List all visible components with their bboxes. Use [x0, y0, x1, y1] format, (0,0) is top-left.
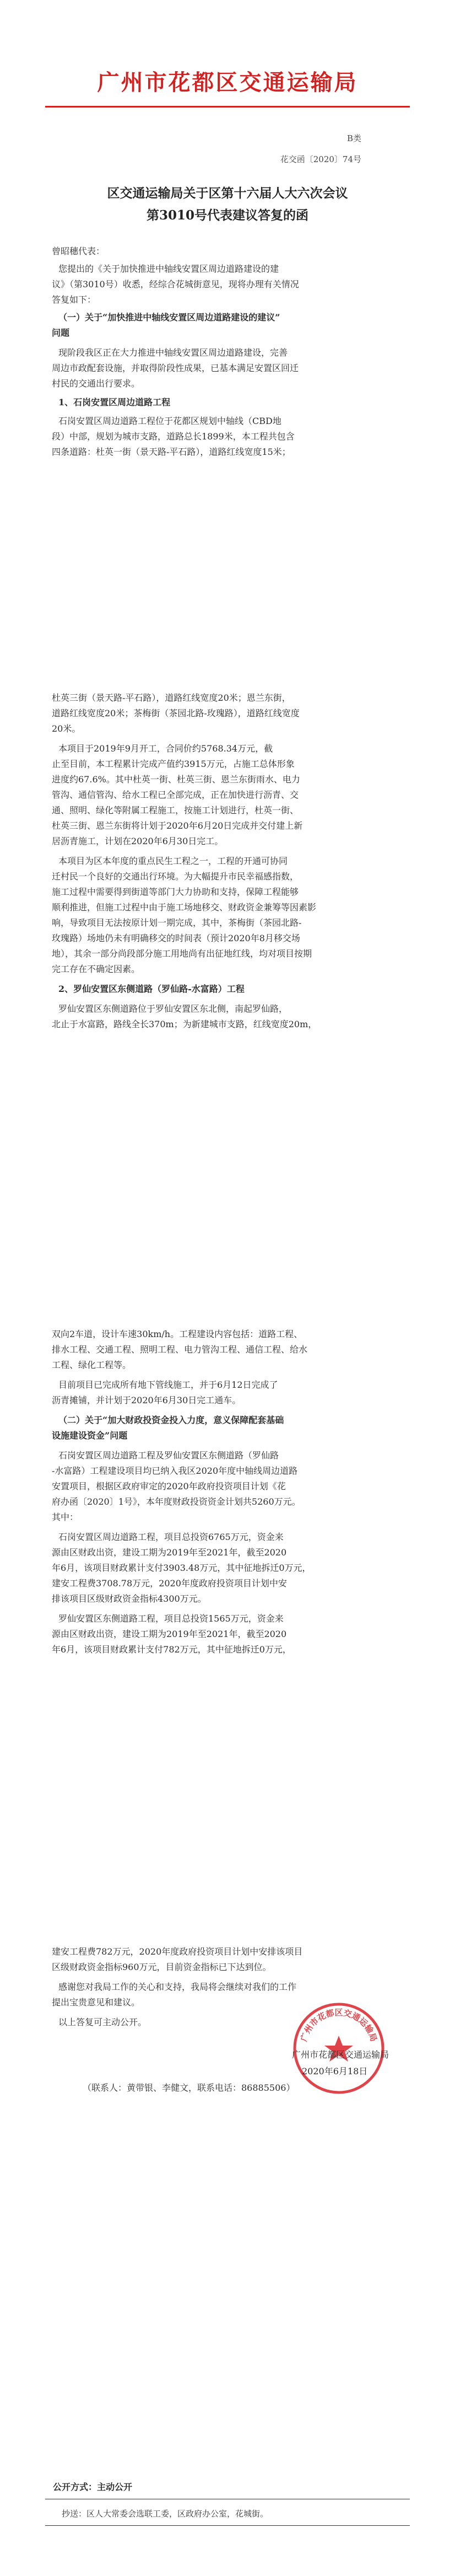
item1-progress-line: 居沥青施工，计划在2020年6月30日完工。 [52, 836, 224, 846]
section1-heading: （一）关于“加快推进中轴线安置区周边道路建设的建议” [58, 312, 280, 323]
section1-heading-cont: 问题 [52, 328, 70, 338]
item1-para-line: 石岗安置区周边道路工程位于花都区规划中轴线（CBD地 [58, 416, 281, 426]
cc-list: 抄送：区人大常委会选联工委，区政府办公室，花城街。 [62, 2509, 269, 2519]
item1-progress-line: 本项目于2019年9月开工，合同价约5768.34万元，截 [58, 743, 273, 754]
intro-line: 您提出的《关于加快推进中轴线安置区周边道路建设的建 [58, 264, 279, 274]
page-2 [0, 656, 455, 1296]
item1-progress-line: 杜英三街、恩兰东街将计划于2020年6月20日完成并交付建上新 [52, 820, 303, 831]
public-disclosure-note: 以上答复可主动公开。 [58, 2017, 147, 2027]
item1-para-line: 杜英三街（景天路-平石路），道路红线宽度20米；恩兰东街， [52, 693, 291, 703]
item2-progress-line: 沥青摊铺，并计划于2020年6月30日完工通车。 [52, 1395, 241, 1405]
item1-progress-line: 通、照明、绿化等附属工程施工，按施工计划进行，杜英一街、 [52, 805, 299, 815]
funding1-line: 建安工程费3708.78万元，2020年度政府投资项目计划中安 [52, 1578, 287, 1588]
funding1-line: 年6月，该项目财政累计支付3903.48万元，其中征地拆迁0万元， [52, 1563, 311, 1573]
item2-para-line: 双向2车道，设计车速30km/h。工程建设内容包括：道路工程、 [52, 1329, 303, 1339]
item2-heading: 2、罗仙安置区东侧道路（罗仙路-水富路）工程 [58, 984, 245, 994]
funding1-line: 石岗安置区周边道路工程，项目总投资6765万元，资金来 [58, 1532, 284, 1542]
section2-para-line: 其中： [52, 1512, 79, 1522]
item1-progress-line: 管沟、通信管沟、给水工程已全部完成，正在加快进行沥青、交 [52, 790, 299, 800]
document-category: B类 [346, 133, 361, 143]
letter-title-line2: 第3010号代表建议答复的函 [146, 208, 308, 223]
item1-progress-line: 进度约67.6%。其中杜英一街、杜英三街、恩兰东街雨水、电力 [52, 774, 300, 785]
intro-line: 答复如下： [52, 294, 96, 305]
section1-para-line: 村民的交通出行要求。 [52, 378, 140, 389]
funding2-line: 源由区财政出资，建设工期为2019年至2021年，截至2020 [52, 1629, 287, 1639]
red-header-rule [45, 106, 410, 108]
item1-para-line: 20米。 [52, 723, 81, 734]
letter-title-line1: 区交通运输局关于区第十六届人大六次会议 [107, 186, 348, 201]
section2-para-line: 石岗安置区周边道路工程及罗仙安置区东侧道路（罗仙路 [58, 1450, 279, 1461]
funding1-line: 源由区财政出资，建设工期为2019年至2021年，截至2020 [52, 1547, 287, 1558]
agency-header-title: 广州市花都区交通运输局 [97, 69, 358, 95]
section2-heading-cont: 设施建设资金”问题 [52, 1430, 128, 1441]
contact-info: （联系人：黄带银、李健文，联系电话：86885506） [83, 2083, 295, 2093]
item1-issue-line: 本项目为区本年度的重点民生工程之一，工程的开通可协同 [58, 856, 288, 866]
closing-line: 提出宝贵意见和建议。 [52, 1997, 140, 2008]
item1-para-line: 段）中部，规划为城市支路，道路总长1899米，本工程共包含 [52, 431, 295, 442]
closing-line: 感谢您对我局工作的关心和支持，我局将会继续对我们的工作 [58, 1982, 297, 1992]
seal-text: 广州市花都区交通运输局 [299, 2008, 379, 2043]
section1-para-line: 现阶段我区正在大力推进中轴线安置区周边道路建设，完善 [58, 347, 288, 358]
section2-para-line: 府办函〔2020〕1号》，本年度财政投资资金计划共5260万元。 [52, 1496, 301, 1507]
funding2-line: 罗仙安置区东侧道路工程，项目总投资1565万元，资金来 [58, 1613, 284, 1624]
page-4 [0, 1924, 455, 2576]
item2-progress-line: 目前项目已完成所有地下管线施工，并于6月12日完成了 [58, 1380, 278, 1390]
funding2-line: 区级财政资金指标960万元，目前资金指标已下达到位。 [52, 1962, 272, 1972]
item2-para-line: 排水工程、交通工程、照明工程、电力管沟工程、通信工程、给水 [52, 1344, 308, 1355]
item1-issue-line: 迁村民一个良好的交通出行环境。为大幅提升市民幸福感指数， [52, 871, 299, 882]
item2-para-line: 工程、绿化工程等。 [52, 1360, 132, 1370]
signature-date: 2020年6月18日 [302, 2066, 368, 2076]
disclosure-method: 公开方式：主动公开 [53, 2482, 133, 2492]
funding1-line: 排该项目区级财政资金指标4300万元。 [52, 1593, 207, 1604]
item2-para-line: 北止于水富路，路线全长370m；为新建城市支路，红线宽度20m， [52, 1019, 317, 1029]
section2-para-line: 安置项目，根据区政府审定的2020年政府投资项目计划《花 [52, 1481, 286, 1491]
item1-progress-line: 止至目前，本工程累计完成产值约3915万元，占施工总体形象 [52, 759, 295, 769]
item1-issue-line: 地），其余一部分尚段部分施工用地尚有出征地红线，均对项目按期 [52, 948, 312, 959]
item1-para-line: 四条道路：杜英一街（景天路-平石路），道路红线宽度15米； [52, 447, 291, 457]
document-number: 花交函〔2020〕74号 [280, 154, 361, 164]
item1-para-line: 道路红线宽度20米；茶梅街（茶园北路-玫瑰路），道路红线宽度 [52, 708, 300, 718]
intro-line: 议》（第3010号）收悉，经综合花城街意见，现将办理有关情况 [52, 279, 299, 289]
item1-heading: 1、石岗安置区周边道路工程 [58, 397, 171, 407]
item1-issue-line: 响，导致项目无法按原计划一期完成，其中，茶梅街（茶园北路- [52, 917, 302, 928]
section1-para-line: 周边市政配套设施，并取得阶段性成果，已基本满足安置区回迁 [52, 363, 299, 373]
page-1 [0, 0, 455, 656]
funding2-line: 建安工程费782万元，2020年度政府投资项目计划中安排该项目 [52, 1946, 303, 1957]
signature-agency: 广州市花都区交通运输局 [292, 2049, 389, 2060]
item1-issue-line: 完工存在不确定因素。 [52, 964, 140, 974]
item2-para-line: 罗仙安置区东侧道路位于罗仙安置区东北侧，南起罗仙路， [58, 1003, 288, 1014]
item1-issue-line: 顺利推进，但施工过程中由于施工场地移交、财政资金兼筹等因素影 [52, 902, 317, 913]
page-3 [0, 1296, 455, 1924]
item1-issue-line: 施工过程中需要得到街道等部门大力协助和支持，保障工程能够 [52, 887, 299, 897]
section2-heading: （二）关于“加大财政投资金投入力度，意义保障配套基础 [58, 1415, 284, 1425]
section2-para-line: -水富路）工程建设项目均已纳入我区2020年度中轴线周边道路 [52, 1466, 298, 1476]
funding2-line: 年6月，该项目财政累计支付782万元，其中征地拆迁0万元， [52, 1644, 291, 1655]
footer-rule [45, 2525, 410, 2526]
item1-issue-line: 玫瑰路）场地仍未有明确移交的时间表（预计2020年8月移交场 [52, 933, 300, 943]
salutation: 曾昭穗代表： [52, 246, 105, 256]
